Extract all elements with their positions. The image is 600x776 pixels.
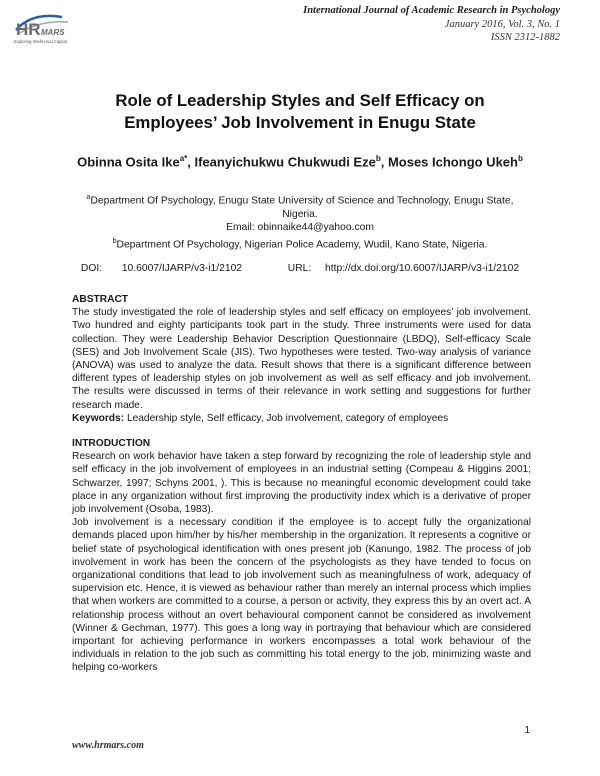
title-line-2: Employees’ Job Involvement in Enugu State	[124, 113, 476, 132]
journal-header	[303, 4, 560, 45]
url-link[interactable]: http://dx.doi.org/10.6007/IJARP/v3-i1/2102	[325, 263, 520, 274]
logo-mars: MARS	[41, 28, 65, 37]
journal-issue: January 2016, Vol. 3, No. 1	[444, 18, 560, 30]
author-1: Obinna Osita Ike	[77, 154, 180, 170]
abstract-text: The study investigated the role of leadership styles and self efficacy on employees’ job involvement. Two hundred and eighty participants took part in the study. Three instruments were used for data collection. They were Leadership Behavior Description Questionnaire (LBDQ), Self-efficacy Scale (SES) and Job Involvement Scale (JIS). Two hypotheses were tested. Two-way analysis of variance (ANOVA) was used to analyze the data. Result shows that there is a significant difference between different types of leadership styles on job involvement as well as self efficacy and job involvement. The results were discussed in terms of their relevance in work setting and suggestions for further research made.	[72, 307, 531, 411]
affil-a-line-2: Nigeria.	[282, 208, 318, 220]
page-number: 1	[524, 725, 530, 736]
doi-value[interactable]: 10.6007/IJARP/v3-i1/2102	[121, 263, 243, 274]
author-1-mark: a*	[179, 154, 188, 163]
hrmars-logo-mark	[10, 8, 106, 48]
author-2: Ifeanyichukwu Chukwudi Eze	[194, 154, 376, 170]
affil-b-line: Department Of Psychology, Nigerian Police Academy, Wudil, Kano State, Nigeria.	[116, 239, 488, 251]
journal-issn: ISSN 2312-1882	[490, 32, 560, 43]
keywords-text: Leadership style, Self efficacy, Job involvement, category of employees	[126, 412, 449, 424]
paper-body	[72, 293, 531, 675]
affil-b-mark: b	[112, 237, 117, 245]
journal-name: International Journal of Academic Research in Psychology	[303, 5, 560, 16]
affil-a-line-1: Department Of Psychology, Enugu State University of Science and Technology, Enugu State,	[90, 195, 514, 207]
intro-paragraph-2: Job involvement is a necessary condition if the employee is to accept fully the organizational demands placed upon him/her by his/her membership in the organization. It represents a cognitive or belief state of psychological identification with ones present job (Kanungo, 1982. The process of job involvement in work has been the concern of the psychologists as they have tended to focus on organizational conditions that lead to job involvement such as meaningfulness of work, adequacy of supervision etc. Hence, it is viewed as behaviour rather than merely an internal process which implies that when workers are committed to a course, a person or activity, they express this by an overt act. A relationship process without an overt behavioural component cannot be considered as involvement (Winner & Gechman, 1977). This goes a long way in portraying that behaviour which are considered important for achieving performance in workers encompasses a total work behaviour of the individuals in relation to the job such as committing his total energy to the job, minimizing waste and helping co-workers	[72, 517, 531, 674]
doi-label: DOI:	[80, 263, 103, 274]
author-list: Obinna Osita Ike$^{a*}$, Ifeanyichukwu Chukwudi Eze$^b$, Moses Ichongo Ukeh$^b$	[77, 154, 523, 170]
logo-tagline: Exploring Intellectual Capital	[14, 39, 67, 44]
hrmars-logo	[10, 8, 106, 48]
author-3-mark: b	[517, 154, 523, 163]
doi-line	[0, 263, 600, 274]
title-line-1: Role of Leadership Styles and Self Efficacy on	[115, 91, 485, 110]
affiliations	[0, 191, 600, 252]
paper-title	[0, 90, 600, 134]
keywords-line	[72, 412, 531, 425]
affil-a-mark: a	[86, 194, 91, 201]
author-3: Moses Ichongo Ukeh	[387, 154, 518, 170]
keywords-label: Keywords:	[72, 412, 125, 424]
author-2-mark: b	[375, 154, 381, 163]
abstract-heading: ABSTRACT	[72, 294, 129, 305]
logo-hr: HR	[16, 20, 41, 39]
footer-url[interactable]: www.hrmars.com	[72, 740, 144, 751]
introduction-heading: INTRODUCTION	[72, 438, 151, 450]
author-email: Email: obinnaike44@yahoo.com	[226, 222, 374, 234]
intro-paragraph-1: Research on work behavior have taken a step forward by recognizing the role of leadership style and self efficacy in the job involvement of employees in an industrial setting (Compeau & Higgins 2001; Schwarzer, 1997; Schyns 2001, ). This is because no meaningful economic development could take place in any organization without first improving the productivity index which is a derivative of proper job involvement (Osoba, 1983).	[72, 451, 531, 516]
url-label: URL:	[287, 263, 312, 274]
